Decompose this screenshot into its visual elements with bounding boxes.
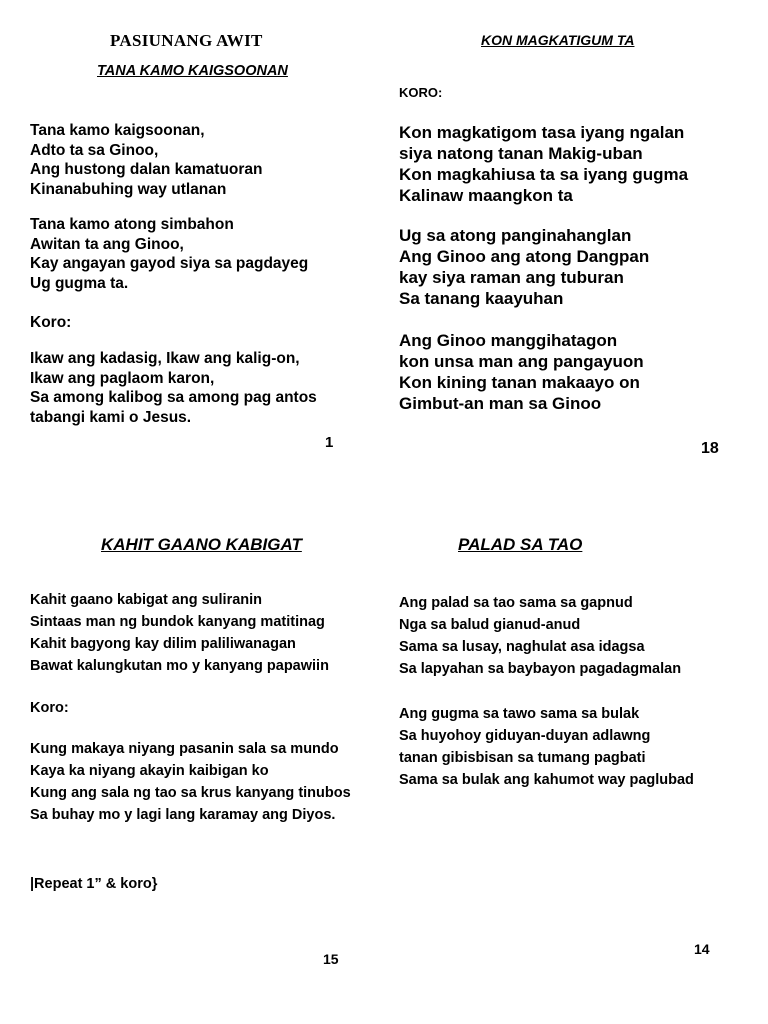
lyric-line: Kon magkahiusa ta sa iyang gugma (399, 165, 689, 184)
page-number: 15 (323, 951, 339, 967)
lyric-line: Sa tanang kaayuhan (399, 289, 564, 308)
verse-2 (399, 703, 694, 791)
lyric-line: Kalinaw maangkon ta (399, 186, 573, 205)
page-number: 14 (694, 941, 710, 957)
lyric-line: siya natong tanan Makig-uban (399, 144, 643, 163)
lyric-line: Ug gugma ta. (30, 274, 129, 292)
verse-2 (399, 225, 649, 309)
verse-1 (30, 589, 329, 677)
lyric-line: Kahit gaano kabigat ang suliranin (30, 592, 263, 608)
lyric-line: kon unsa man ang pangayuon (399, 352, 644, 371)
chorus (30, 349, 317, 427)
song-title: TANA KAMO KAIGSOONAN (97, 63, 288, 79)
lyric-line: Kaya ka niyang akayin kaibigan ko (30, 763, 269, 779)
page-number: 1 (325, 434, 334, 451)
lyric-line: tanan gibisbisan sa tumang pagbati (399, 750, 646, 766)
lyric-line: Sintaas man ng bundok kanyang matitinag (30, 614, 325, 630)
lyric-line: Gimbut-an man sa Ginoo (399, 394, 602, 413)
lyric-line: Kung makaya niyang pasanin sala sa mundo (30, 741, 339, 757)
lyric-line: Awitan ta ang Ginoo, (30, 235, 184, 253)
verse-1 (399, 122, 688, 206)
repeat-note: |Repeat 1” & koro} (30, 876, 158, 892)
lyric-line: Ang palad sa tao sama sa gapnud (399, 595, 633, 611)
song-title: KAHIT GAANO KABIGAT (101, 535, 302, 554)
song-title: PALAD SA TAO (458, 535, 583, 554)
verse-3 (399, 330, 644, 414)
lyric-line: kay siya raman ang tuburan (399, 268, 624, 287)
verse-2 (30, 215, 308, 293)
lyric-line: Sa lapyahan sa baybayon pagadagmalan (399, 661, 682, 677)
lyric-line: Nga sa balud gianud-anud (399, 617, 581, 633)
section-header: PASIUNANG AWIT (110, 31, 263, 50)
lyric-line: Tana kamo atong simbahon (30, 216, 234, 233)
lyric-line: Tana kamo kaigsoonan, (30, 122, 205, 139)
verse-1 (399, 592, 681, 680)
lyric-line: Ang Ginoo ang atong Dangpan (399, 247, 650, 266)
lyric-line: Adto ta sa Ginoo, (30, 141, 159, 159)
lyric-line: Kon magkatigom tasa iyang ngalan (399, 123, 685, 142)
lyric-line: Ikaw ang paglaom karon, (30, 369, 215, 387)
koro-label: Koro: (30, 700, 69, 716)
lyric-line: tabangi kami o Jesus. (30, 408, 192, 426)
song-title: KON MAGKATIGUM TA (481, 32, 635, 48)
lyric-line: Kinanabuhing way utlanan (30, 180, 227, 198)
lyric-line: Sa buhay mo y lagi lang karamay ang Diyos. (30, 807, 336, 823)
lyric-line: Ang Ginoo manggihatagon (399, 331, 618, 350)
lyric-line: Bawat kalungkutan mo y kanyang papawiin (30, 658, 329, 674)
koro-label: KORO: (399, 85, 443, 100)
lyric-line: Kahit bagyong kay dilim paliliwanagan (30, 636, 296, 652)
lyric-line: Kung ang sala ng tao sa krus kanyang tinubos (30, 785, 351, 801)
lyric-line: Ang gugma sa tawo sama sa bulak (399, 706, 640, 722)
verse-1 (30, 121, 263, 199)
lyric-line: Ikaw ang kadasig, Ikaw ang kalig-on, (30, 350, 300, 367)
chorus (30, 738, 351, 826)
lyric-line: Kay angayan gayod siya sa pagdayeg (30, 255, 309, 272)
lyric-line: Kon kining tanan makaayo on (399, 373, 640, 392)
lyric-line: Sa among kalibog sa among pag antos (30, 389, 317, 406)
lyric-line: Sama sa bulak ang kahumot way paglubad (399, 772, 694, 788)
lyric-line: Ang hustong dalan kamatuoran (30, 161, 263, 178)
lyric-line: Sa huyohoy giduyan-duyan adlawng (399, 728, 651, 744)
koro-label: Koro: (30, 314, 72, 331)
lyric-line: Sama sa lusay, naghulat asa idagsa (399, 639, 645, 655)
lyric-line: Ug sa atong panginahanglan (399, 226, 632, 245)
page-number: 18 (701, 440, 719, 457)
